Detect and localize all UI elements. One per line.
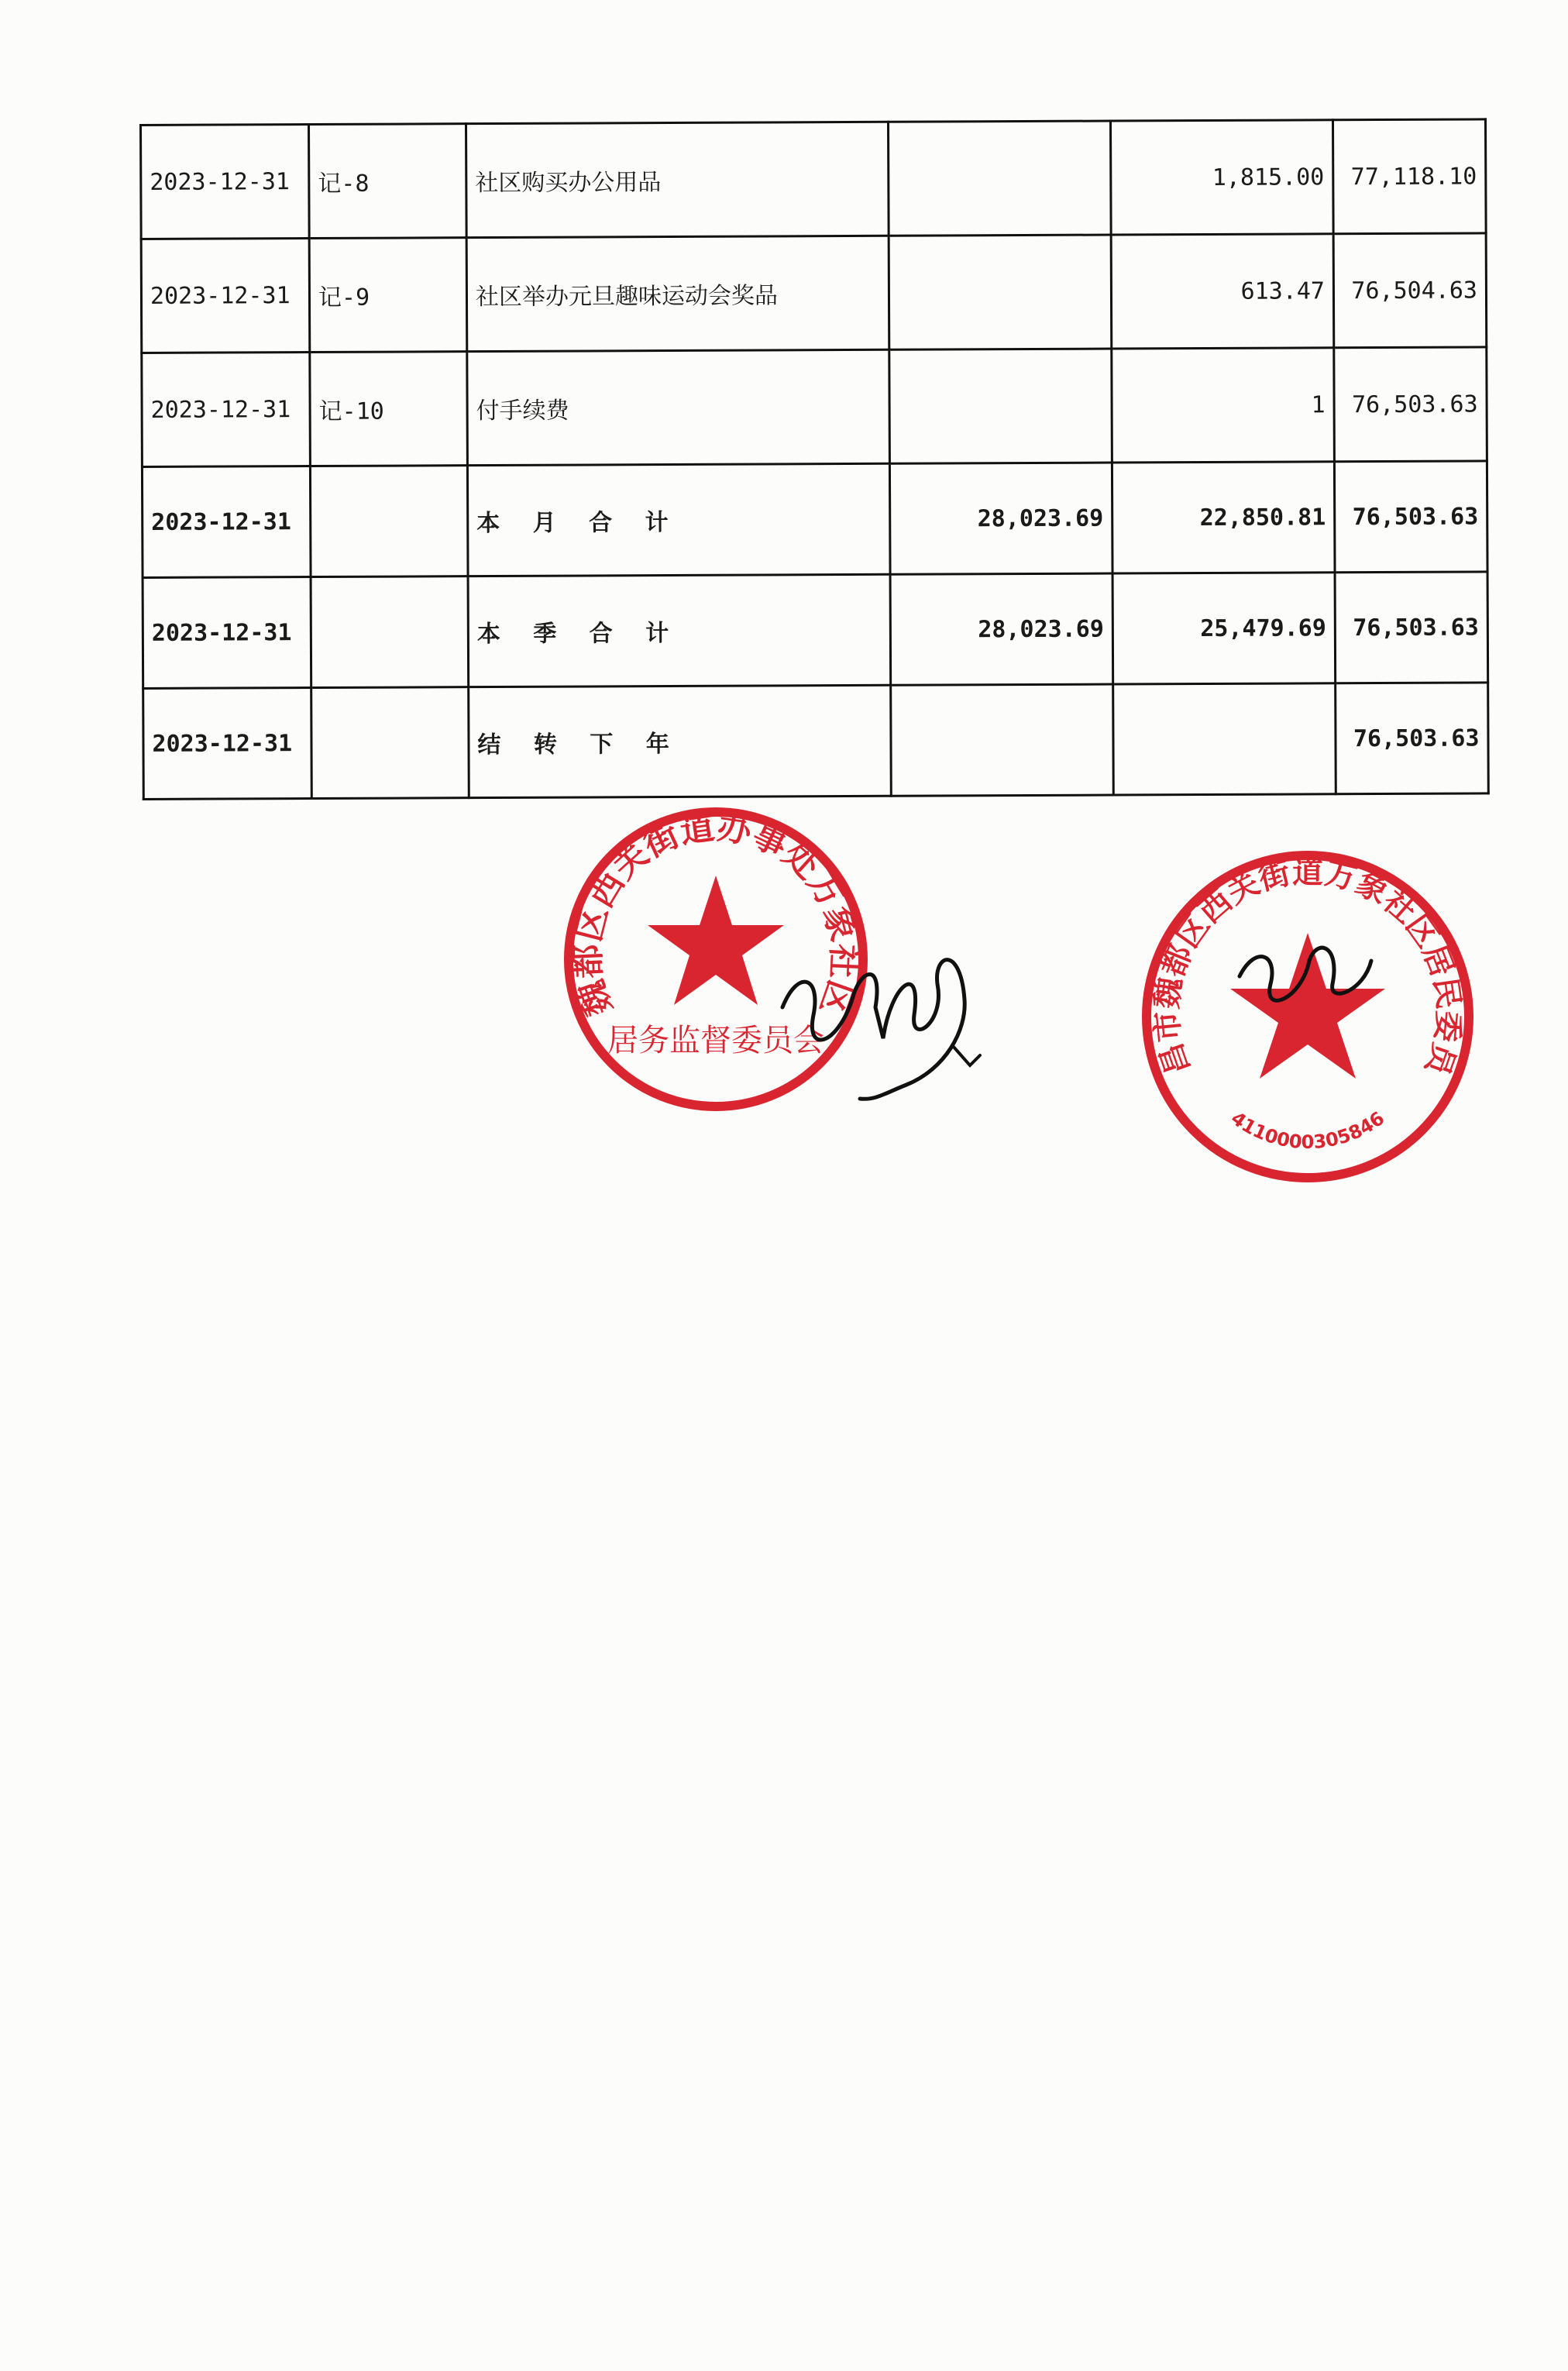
table-row: [141, 233, 1487, 353]
table-row: [142, 347, 1487, 467]
row-description: 本 季 合 计: [468, 574, 891, 687]
row-voucher: [310, 466, 468, 577]
row-date: 2023-12-31: [143, 688, 312, 800]
row-balance: 76,503.63: [1334, 347, 1487, 462]
table-row: [141, 119, 1487, 239]
row-voucher: [311, 687, 469, 799]
seal-right-code: 4110000305846: [1226, 1106, 1389, 1154]
summary-row-month: [142, 461, 1487, 578]
row-description: 本 月 合 计: [467, 463, 890, 576]
summary-row-quarter: [143, 572, 1488, 689]
row-voucher: 记-10: [310, 352, 468, 466]
row-voucher: 记-8: [309, 124, 467, 239]
row-credit: 1: [1112, 348, 1335, 463]
row-debit: [888, 121, 1111, 236]
handwritten-signature-right: [1232, 930, 1387, 1023]
row-balance: 77,118.10: [1332, 119, 1486, 234]
row-description: 社区购买办公用品: [466, 122, 889, 237]
ledger-table: [139, 118, 1490, 800]
row-date: 2023-12-31: [143, 577, 311, 689]
handwritten-signature-left: [767, 891, 999, 1108]
seal-right-ring-text: 昌市魏都区西关街道万象社区居民委员: [1149, 855, 1467, 1080]
row-description: 结 转 下 年: [469, 685, 892, 797]
row-description: 社区举办元旦趣味运动会奖品: [466, 236, 889, 351]
seal-left-center-text: 居务监督委员会: [607, 1023, 824, 1058]
row-balance: 76,503.63: [1335, 572, 1488, 683]
row-credit: 25,479.69: [1112, 573, 1336, 684]
row-credit: [1113, 683, 1336, 795]
row-debit: 28,023.69: [890, 573, 1113, 685]
row-voucher: [311, 576, 469, 688]
row-credit: 1,815.00: [1110, 120, 1333, 235]
row-date: 2023-12-31: [142, 466, 311, 578]
star-icon: [648, 876, 784, 1005]
row-debit: 28,023.69: [889, 463, 1112, 574]
row-credit: 613.47: [1111, 234, 1334, 349]
row-debit: [889, 235, 1112, 349]
seal-left-ring-text: 魏都区西关街道办事处万象社区: [568, 807, 864, 1020]
row-voucher: 记-9: [309, 238, 467, 353]
row-description: 付手续费: [467, 349, 890, 465]
row-debit: [889, 349, 1112, 463]
row-debit: [891, 684, 1114, 796]
row-date: 2023-12-31: [141, 125, 310, 239]
row-date: 2023-12-31: [142, 353, 311, 467]
summary-row-carry-forward: [143, 683, 1489, 800]
row-balance: 76,503.63: [1336, 683, 1489, 794]
row-balance: 76,504.63: [1333, 233, 1487, 348]
row-credit: 22,850.81: [1112, 462, 1335, 573]
row-balance: 76,503.63: [1334, 461, 1487, 573]
row-date: 2023-12-31: [141, 239, 310, 353]
